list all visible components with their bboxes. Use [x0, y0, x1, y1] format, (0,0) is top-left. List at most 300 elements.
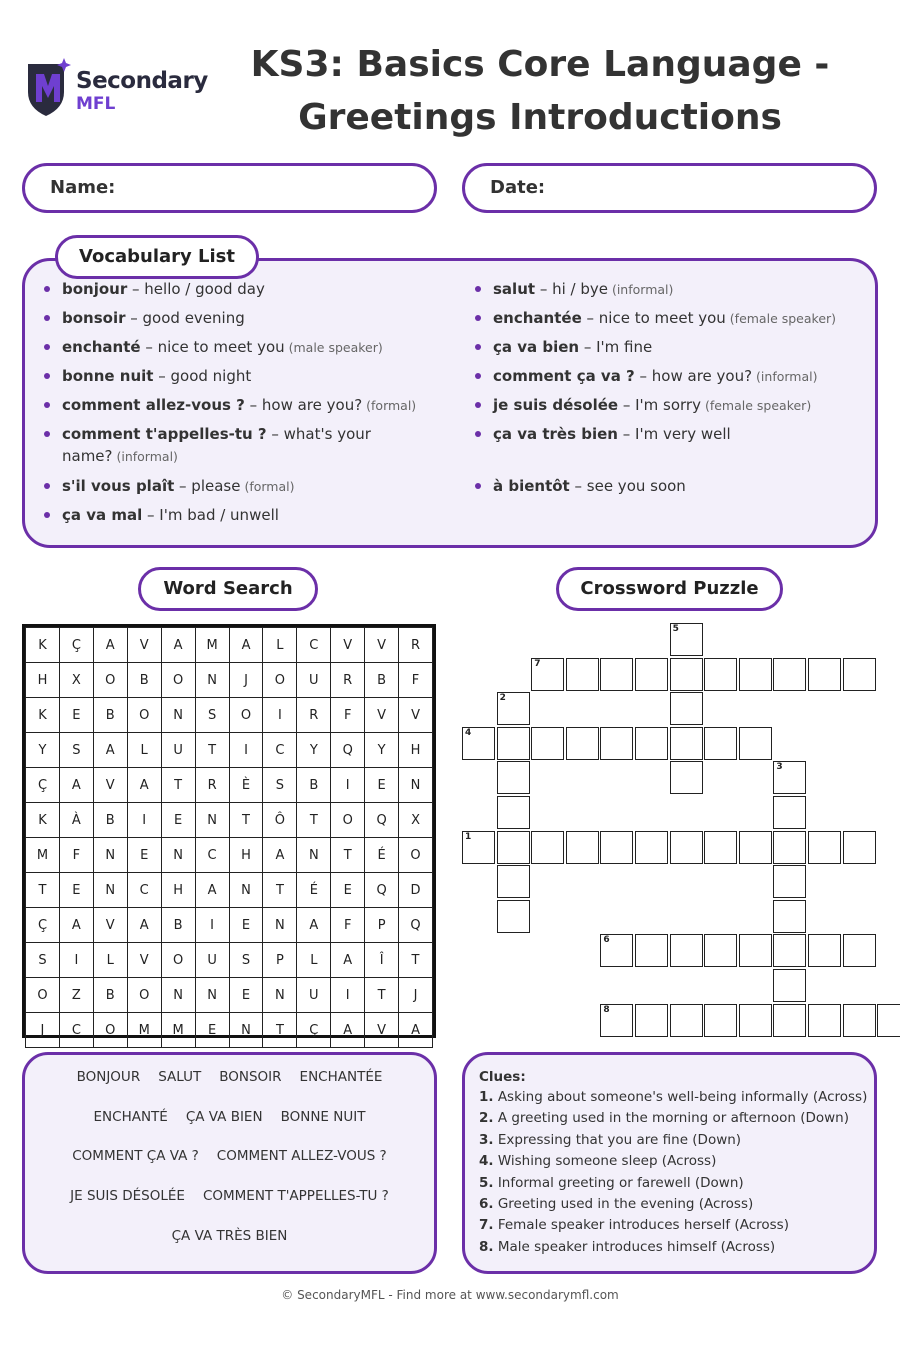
grid-cell[interactable]: U — [195, 943, 229, 978]
grid-cell[interactable]: M — [161, 1013, 195, 1048]
grid-cell[interactable]: B — [161, 908, 195, 943]
crossword-cell[interactable] — [704, 658, 737, 691]
grid-cell[interactable]: É — [297, 873, 331, 908]
clues-title: Clues: — [479, 1069, 526, 1085]
page-title — [230, 38, 850, 144]
grid-cell[interactable]: B — [93, 978, 127, 1013]
word-bank-word: BONNE NUIT — [280, 1109, 366, 1125]
grid-cell[interactable]: V — [127, 943, 161, 978]
crossword-number: 8 — [603, 1004, 610, 1015]
crossword-cell[interactable] — [566, 727, 599, 760]
grid-cell[interactable]: O — [229, 698, 263, 733]
grid-cell[interactable]: C — [59, 1013, 93, 1048]
grid-cell[interactable]: C — [127, 873, 161, 908]
grid-cell[interactable]: E — [59, 873, 93, 908]
grid-cell[interactable]: I — [331, 768, 365, 803]
grid-cell[interactable]: O — [127, 698, 161, 733]
crossword-cell[interactable] — [808, 831, 841, 864]
grid-cell[interactable]: K — [26, 803, 60, 838]
bullet-icon — [44, 286, 50, 292]
bullet-icon — [44, 483, 50, 489]
grid-cell[interactable]: P — [365, 908, 399, 943]
name-field[interactable] — [22, 163, 437, 213]
vocab-english: – good night — [153, 367, 252, 385]
grid-cell[interactable]: F — [399, 663, 433, 698]
grid-cell[interactable]: F — [331, 698, 365, 733]
grid-cell[interactable]: Q — [365, 803, 399, 838]
vocab-english: – what's your name? — [62, 425, 371, 465]
crossword-cell[interactable] — [739, 831, 772, 864]
clue-item — [479, 1132, 741, 1148]
grid-cell[interactable]: K — [26, 698, 60, 733]
grid-cell[interactable]: D — [399, 873, 433, 908]
vocab-french: à bientôt — [493, 477, 570, 495]
grid-cell[interactable]: M — [26, 838, 60, 873]
vocab-english: – nice to meet you — [140, 338, 285, 356]
vocab-note: (informal) — [752, 369, 818, 384]
grid-cell[interactable]: C — [195, 838, 229, 873]
crossword-cell[interactable] — [497, 831, 530, 864]
word-bank-line — [25, 1069, 434, 1085]
crossword-cell[interactable] — [600, 934, 633, 967]
grid-cell[interactable]: E — [59, 698, 93, 733]
vocab-french: enchantée — [493, 309, 582, 327]
word-bank-word: SALUT — [158, 1069, 202, 1085]
grid-cell[interactable]: F — [59, 838, 93, 873]
grid-cell[interactable]: E — [229, 978, 263, 1013]
crossword-cell[interactable] — [843, 1004, 876, 1037]
grid-cell[interactable]: A — [127, 908, 161, 943]
crossword-cell[interactable] — [739, 1004, 772, 1037]
crossword-cell[interactable] — [635, 1004, 668, 1037]
crossword-cell[interactable] — [773, 796, 806, 829]
word-bank-word: COMMENT ÇA VA ? — [72, 1148, 199, 1164]
grid-cell[interactable]: A — [331, 1013, 365, 1048]
vocab-note: (male speaker) — [284, 340, 383, 355]
grid-cell[interactable]: T — [365, 978, 399, 1013]
grid-cell[interactable]: A — [59, 768, 93, 803]
grid-cell[interactable]: A — [229, 628, 263, 663]
grid-cell[interactable]: I — [59, 943, 93, 978]
bullet-icon — [44, 344, 50, 350]
clue-item — [479, 1217, 789, 1233]
grid-cell[interactable]: U — [297, 663, 331, 698]
logo-shield-icon — [24, 58, 72, 118]
word-bank-word: BONSOIR — [219, 1069, 282, 1085]
grid-cell[interactable]: L — [297, 943, 331, 978]
crossword-cell[interactable] — [808, 1004, 841, 1037]
grid-cell[interactable]: B — [127, 663, 161, 698]
crossword-cell[interactable] — [670, 658, 703, 691]
grid-cell[interactable]: T — [263, 1013, 297, 1048]
vocab-note: (female speaker) — [725, 311, 837, 326]
title-line-1: KS3: Basics Core Language - — [250, 44, 830, 85]
crossword-cell[interactable] — [773, 865, 806, 898]
grid-cell[interactable]: O — [161, 943, 195, 978]
crossword-cell[interactable] — [739, 934, 772, 967]
crossword-cell[interactable] — [600, 1004, 633, 1037]
clue-text: Female speaker introduces herself (Across) — [493, 1217, 789, 1234]
grid-cell[interactable]: B — [93, 698, 127, 733]
grid-cell[interactable]: Q — [399, 908, 433, 943]
clue-item — [479, 1089, 867, 1105]
crossword-cell[interactable] — [497, 900, 530, 933]
crossword-cell[interactable] — [704, 727, 737, 760]
clue-text: Male speaker introduces himself (Across) — [493, 1238, 776, 1255]
grid-cell[interactable]: N — [93, 873, 127, 908]
grid-cell[interactable]: E — [195, 1013, 229, 1048]
crossword-cell[interactable] — [531, 658, 564, 691]
crossword-cell[interactable] — [600, 658, 633, 691]
logo-text: Secondary — [76, 68, 208, 94]
crossword-cell[interactable] — [670, 831, 703, 864]
grid-row — [26, 698, 433, 733]
grid-cell[interactable]: A — [297, 908, 331, 943]
crossword-cell[interactable] — [843, 934, 876, 967]
grid-cell[interactable]: A — [59, 908, 93, 943]
bullet-icon — [475, 402, 481, 408]
crossword-cell[interactable] — [497, 796, 530, 829]
grid-cell[interactable]: E — [161, 803, 195, 838]
grid-cell[interactable]: O — [127, 978, 161, 1013]
crossword-cell[interactable] — [566, 831, 599, 864]
grid-cell[interactable]: B — [297, 768, 331, 803]
vocab-note: (informal) — [607, 282, 674, 297]
grid-cell[interactable]: A — [93, 628, 127, 663]
grid-cell[interactable]: T — [229, 803, 263, 838]
word-bank-line — [25, 1109, 434, 1125]
grid-cell[interactable]: A — [161, 628, 195, 663]
grid-cell[interactable]: J — [399, 978, 433, 1013]
crossword-cell[interactable] — [497, 727, 530, 760]
grid-cell[interactable]: T — [161, 768, 195, 803]
grid-cell[interactable]: N — [263, 978, 297, 1013]
grid-cell[interactable]: F — [331, 908, 365, 943]
date-field[interactable] — [462, 163, 877, 213]
vocab-english: – how are you? — [634, 367, 753, 385]
grid-cell[interactable]: H — [229, 838, 263, 873]
crossword-cell[interactable] — [670, 934, 703, 967]
grid-cell[interactable]: N — [399, 768, 433, 803]
grid-cell[interactable]: O — [263, 663, 297, 698]
word-bank-word: ENCHANTÉ — [93, 1109, 168, 1125]
bullet-icon — [475, 373, 481, 379]
grid-cell[interactable]: T — [297, 803, 331, 838]
crossword-cell[interactable] — [497, 761, 530, 794]
grid-cell[interactable]: Î — [365, 943, 399, 978]
clue-item — [479, 1110, 849, 1126]
vocab-english: – I'm sorry — [618, 396, 701, 414]
vocab-note: (informal) — [112, 449, 178, 464]
crossword-cell[interactable] — [566, 658, 599, 691]
name-label: Name: — [50, 177, 116, 198]
grid-cell[interactable]: H — [26, 663, 60, 698]
crossword-cell[interactable] — [531, 831, 564, 864]
crossword-cell[interactable] — [635, 934, 668, 967]
grid-cell[interactable]: S — [229, 943, 263, 978]
crossword-heading: Crossword Puzzle — [556, 567, 783, 611]
crossword-cell[interactable] — [531, 727, 564, 760]
grid-cell[interactable]: À — [59, 803, 93, 838]
crossword-cell[interactable] — [843, 831, 876, 864]
crossword-cell[interactable] — [773, 658, 806, 691]
grid-cell[interactable]: È — [229, 768, 263, 803]
vocab-english: – I'm fine — [579, 338, 653, 356]
word-bank-word: ÇA VA TRÈS BIEN — [171, 1228, 288, 1244]
grid-cell[interactable]: S — [59, 733, 93, 768]
grid-cell[interactable]: I — [331, 978, 365, 1013]
clue-item — [479, 1153, 716, 1169]
grid-cell[interactable]: Ô — [263, 803, 297, 838]
grid-row — [26, 803, 433, 838]
grid-cell[interactable]: X — [59, 663, 93, 698]
bullet-icon — [44, 431, 50, 437]
grid-cell[interactable]: E — [229, 908, 263, 943]
grid-cell[interactable]: Ç — [59, 628, 93, 663]
crossword-number: 1 — [465, 831, 472, 842]
crossword-cell[interactable] — [462, 727, 495, 760]
grid-cell[interactable]: R — [399, 628, 433, 663]
crossword-cell[interactable] — [808, 934, 841, 967]
crossword-cell[interactable] — [877, 1004, 900, 1037]
grid-cell[interactable]: H — [399, 733, 433, 768]
word-bank-line — [25, 1188, 434, 1204]
grid-cell[interactable]: N — [195, 803, 229, 838]
grid-cell[interactable]: H — [161, 873, 195, 908]
grid-cell[interactable]: V — [93, 768, 127, 803]
grid-cell[interactable]: O — [331, 803, 365, 838]
grid-cell[interactable]: O — [399, 838, 433, 873]
grid-cell[interactable]: T — [26, 873, 60, 908]
vocab-french: ça va très bien — [493, 425, 618, 443]
grid-cell[interactable]: T — [331, 838, 365, 873]
grid-cell[interactable]: Q — [331, 733, 365, 768]
grid-cell[interactable]: C — [297, 628, 331, 663]
grid-cell[interactable]: R — [331, 663, 365, 698]
bullet-icon — [44, 373, 50, 379]
grid-cell[interactable]: L — [263, 628, 297, 663]
grid-cell[interactable]: B — [93, 803, 127, 838]
clue-number: 4. — [479, 1153, 494, 1170]
grid-cell[interactable]: N — [229, 873, 263, 908]
clue-number: 8. — [479, 1238, 494, 1255]
crossword-cell[interactable] — [773, 934, 806, 967]
grid-row — [26, 663, 433, 698]
grid-cell[interactable]: O — [26, 978, 60, 1013]
grid-cell[interactable]: L — [93, 943, 127, 978]
grid-cell[interactable]: U — [297, 978, 331, 1013]
grid-cell[interactable]: B — [365, 663, 399, 698]
crossword-cell[interactable] — [670, 1004, 703, 1037]
grid-cell[interactable]: E — [331, 873, 365, 908]
vocab-french: enchanté — [62, 338, 141, 356]
grid-cell[interactable]: V — [93, 908, 127, 943]
grid-cell[interactable]: N — [297, 838, 331, 873]
crossword-cell[interactable] — [462, 831, 495, 864]
grid-cell[interactable]: Y — [365, 733, 399, 768]
grid-cell[interactable]: T — [195, 733, 229, 768]
crossword-cell[interactable] — [773, 900, 806, 933]
grid-cell[interactable]: Ç — [297, 1013, 331, 1048]
crossword-cell[interactable] — [600, 831, 633, 864]
grid-cell[interactable]: Ç — [26, 768, 60, 803]
vocab-item — [62, 394, 422, 417]
grid-cell[interactable]: Y — [297, 733, 331, 768]
crossword-cell[interactable] — [670, 623, 703, 656]
word-bank — [22, 1052, 437, 1274]
crossword-cell[interactable] — [635, 831, 668, 864]
grid-cell[interactable]: Q — [365, 873, 399, 908]
grid-cell[interactable]: V — [399, 698, 433, 733]
crossword-cell[interactable] — [635, 727, 668, 760]
crossword-cell[interactable] — [808, 658, 841, 691]
vocab-french: ça va bien — [493, 338, 580, 356]
crossword-cell[interactable] — [739, 658, 772, 691]
crossword-cell[interactable] — [843, 658, 876, 691]
grid-cell[interactable]: O — [161, 663, 195, 698]
grid-cell[interactable]: V — [365, 1013, 399, 1048]
grid-cell[interactable]: L — [127, 733, 161, 768]
vocab-english: – I'm bad / unwell — [142, 506, 279, 524]
bullet-icon — [475, 431, 481, 437]
grid-cell[interactable]: R — [195, 768, 229, 803]
vocab-english: – please — [174, 477, 241, 495]
grid-cell[interactable]: A — [331, 943, 365, 978]
clue-item — [479, 1196, 753, 1212]
clue-text: Asking about someone's well-being informally (Across) — [493, 1089, 868, 1105]
word-search-grid — [22, 624, 436, 1038]
grid-cell[interactable]: N — [195, 663, 229, 698]
vocab-item — [62, 423, 422, 468]
crossword-cell[interactable] — [704, 1004, 737, 1037]
grid-cell[interactable]: V — [127, 628, 161, 663]
grid-cell[interactable]: A — [263, 838, 297, 873]
word-bank-word: JE SUIS DÉSOLÉE — [70, 1188, 185, 1204]
vocab-french: je suis désolée — [493, 396, 619, 414]
grid-cell[interactable]: N — [161, 698, 195, 733]
grid-cell[interactable]: K — [26, 628, 60, 663]
grid-cell[interactable]: R — [297, 698, 331, 733]
vocab-item — [493, 475, 853, 497]
grid-cell[interactable]: N — [195, 978, 229, 1013]
grid-cell[interactable]: U — [161, 733, 195, 768]
grid-cell[interactable]: A — [127, 768, 161, 803]
grid-cell[interactable]: T — [399, 943, 433, 978]
clue-item — [479, 1239, 775, 1255]
grid-cell[interactable]: M — [127, 1013, 161, 1048]
crossword-cell[interactable] — [670, 692, 703, 725]
crossword-cell[interactable] — [670, 727, 703, 760]
crossword-cell[interactable] — [773, 761, 806, 794]
vocab-item — [62, 365, 422, 387]
grid-cell[interactable]: E — [127, 838, 161, 873]
vocab-item — [62, 475, 422, 498]
clue-number: 3. — [479, 1131, 494, 1148]
vocab-note: (formal) — [240, 479, 295, 494]
vocab-english: – hi / bye — [535, 280, 608, 298]
grid-cell[interactable]: O — [93, 1013, 127, 1048]
grid-cell[interactable]: V — [365, 698, 399, 733]
word-search-heading: Word Search — [138, 567, 318, 611]
crossword-cell[interactable] — [739, 727, 772, 760]
crossword-cell[interactable] — [773, 969, 806, 1002]
crossword-number: 3 — [776, 762, 783, 773]
crossword-cell[interactable] — [670, 761, 703, 794]
grid-cell[interactable]: N — [161, 838, 195, 873]
grid-cell[interactable]: V — [365, 628, 399, 663]
grid-cell[interactable]: N — [93, 838, 127, 873]
grid-cell[interactable]: A — [399, 1013, 433, 1048]
crossword-cell[interactable] — [497, 865, 530, 898]
grid-cell[interactable]: I — [195, 908, 229, 943]
crossword-cell[interactable] — [600, 727, 633, 760]
word-bank-line — [25, 1228, 434, 1244]
crossword-cell[interactable] — [704, 831, 737, 864]
grid-row — [26, 768, 433, 803]
grid-cell[interactable]: A — [195, 873, 229, 908]
grid-cell[interactable]: Z — [59, 978, 93, 1013]
clue-number: 7. — [479, 1217, 494, 1234]
grid-cell[interactable]: Ç — [26, 908, 60, 943]
grid-cell[interactable]: C — [263, 733, 297, 768]
grid-cell[interactable]: P — [263, 943, 297, 978]
grid-cell[interactable]: J — [229, 663, 263, 698]
vocab-french: bonne nuit — [62, 367, 154, 385]
grid-cell[interactable]: N — [161, 978, 195, 1013]
crossword-cell[interactable] — [635, 658, 668, 691]
vocab-item — [493, 278, 853, 301]
grid-cell[interactable]: T — [263, 873, 297, 908]
vocab-english: – good evening — [125, 309, 245, 327]
date-label: Date: — [490, 177, 546, 198]
bullet-icon — [44, 402, 50, 408]
grid-cell[interactable]: S — [26, 943, 60, 978]
grid-cell[interactable]: O — [93, 663, 127, 698]
grid-cell[interactable]: S — [195, 698, 229, 733]
clue-text: A greeting used in the morning or afternoon (Down) — [493, 1110, 850, 1127]
grid-cell[interactable]: M — [195, 628, 229, 663]
crossword-cell[interactable] — [773, 831, 806, 864]
grid-cell[interactable]: J — [26, 1013, 60, 1048]
word-bank-line — [25, 1148, 434, 1164]
vocab-french: comment ça va ? — [493, 367, 635, 385]
grid-cell[interactable]: Y — [26, 733, 60, 768]
crossword-number: 4 — [465, 727, 472, 738]
crossword-number: 5 — [672, 624, 679, 634]
grid-cell[interactable]: N — [229, 1013, 263, 1048]
clue-number: 1. — [479, 1089, 494, 1105]
grid-cell[interactable]: E — [365, 768, 399, 803]
grid-cell[interactable]: I — [229, 733, 263, 768]
grid-cell[interactable]: A — [93, 733, 127, 768]
vocabulary-heading: Vocabulary List — [55, 235, 259, 279]
vocab-french: comment allez-vous ? — [62, 396, 245, 414]
grid-row — [26, 978, 433, 1013]
grid-cell[interactable]: I — [127, 803, 161, 838]
crossword-number: 6 — [603, 935, 610, 946]
grid-cell[interactable]: V — [331, 628, 365, 663]
crossword-cell[interactable] — [704, 934, 737, 967]
logo-subtext: MFL — [76, 94, 116, 114]
grid-cell[interactable]: S — [263, 768, 297, 803]
grid-cell[interactable]: É — [365, 838, 399, 873]
grid-cell[interactable]: X — [399, 803, 433, 838]
crossword-cell[interactable] — [773, 1004, 806, 1037]
grid-cell[interactable]: N — [263, 908, 297, 943]
vocab-item — [493, 336, 853, 358]
crossword-cell[interactable] — [497, 692, 530, 725]
grid-cell[interactable]: I — [263, 698, 297, 733]
